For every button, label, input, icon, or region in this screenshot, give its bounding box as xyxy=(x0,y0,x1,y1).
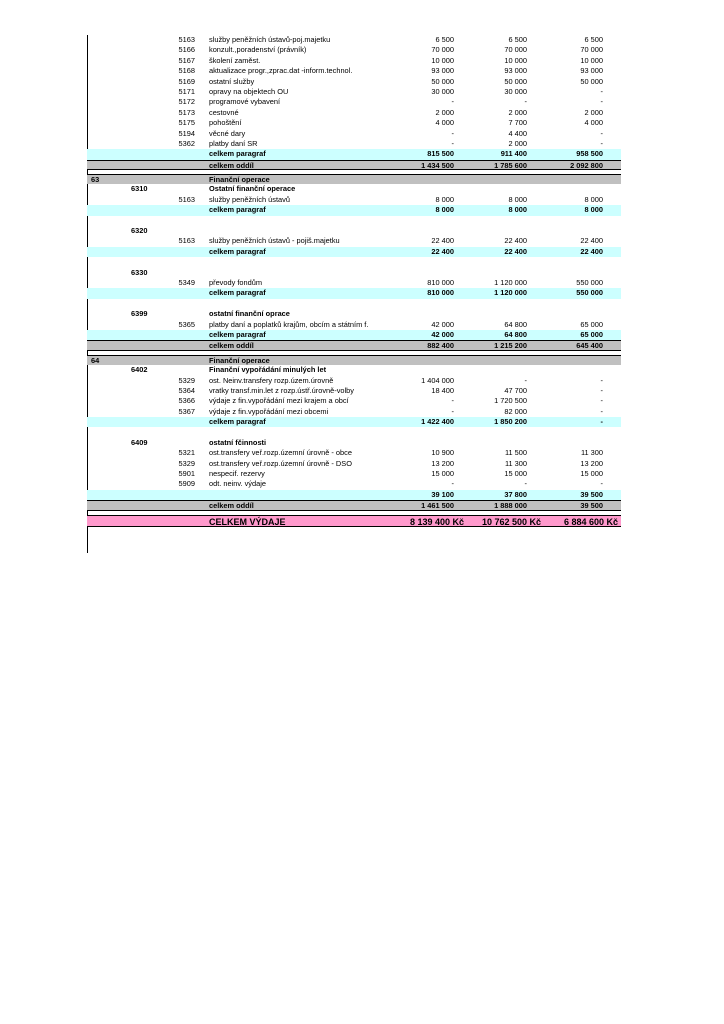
paragraph-total-row xyxy=(87,330,621,340)
paragraph-total-row xyxy=(87,205,621,215)
section-total-row xyxy=(87,160,621,170)
cell-txt: výdaje z fin.vypořádání mezi obcemi xyxy=(209,406,329,416)
cell-pol: 5194 xyxy=(178,128,195,138)
table-row xyxy=(87,97,621,107)
cell-v3: 6 884 600 Kč xyxy=(563,516,618,527)
cell-txt: převody fondům xyxy=(209,277,262,287)
cell-pol: 5366 xyxy=(178,396,195,406)
cell-v2: 1 720 500 xyxy=(494,396,527,406)
cell-v2: 93 000 xyxy=(504,66,527,76)
cell-txt: pohoštění xyxy=(209,118,242,128)
cell-v3: - xyxy=(600,385,603,395)
cell-txt: odt. neinv. výdaje xyxy=(209,479,266,489)
paragraph-header-row xyxy=(87,226,621,236)
cell-v1: 1 404 000 xyxy=(421,375,454,385)
cell-v2: - xyxy=(524,375,527,385)
cell-v1: 42 000 xyxy=(431,319,454,329)
cell-par: 6320 xyxy=(131,226,148,236)
cell-v3: 645 400 xyxy=(576,341,603,351)
cell-v1: 8 139 400 Kč xyxy=(409,516,464,527)
cell-v3: - xyxy=(600,86,603,96)
cell-pol: 5321 xyxy=(178,448,195,458)
paragraph-header-row xyxy=(87,268,621,278)
cell-v3: 8 000 xyxy=(584,205,603,215)
cell-v2: 8 000 xyxy=(508,205,527,215)
cell-v1: 50 000 xyxy=(431,76,454,86)
cell-v3: 550 000 xyxy=(576,277,603,287)
cell-v1: 4 000 xyxy=(435,118,454,128)
cell-v1: 22 400 xyxy=(431,246,454,256)
table-row xyxy=(87,396,621,406)
table-row xyxy=(87,35,621,45)
cell-txt: školení zaměst. xyxy=(209,55,261,65)
cell-pol: 5173 xyxy=(178,107,195,117)
cell-pol: 5166 xyxy=(178,45,195,55)
cell-v2: 64 800 xyxy=(504,319,527,329)
cell-v3: 39 500 xyxy=(580,489,603,499)
cell-txt: ostatní služby xyxy=(209,76,255,86)
cell-v3: 39 500 xyxy=(580,501,603,511)
cell-v3: - xyxy=(600,479,603,489)
cell-txt: ostatní fčinnosti xyxy=(209,437,267,447)
cell-v3: 15 000 xyxy=(580,469,603,479)
cell-v2: 70 000 xyxy=(504,45,527,55)
table-row xyxy=(87,195,621,205)
cell-v2: 82 000 xyxy=(504,406,527,416)
cell-txt: celkem paragraf xyxy=(209,288,266,298)
spacer-row xyxy=(87,216,621,226)
grand-total-row xyxy=(87,515,621,527)
cell-v2: 50 000 xyxy=(504,76,527,86)
cell-pol: 5169 xyxy=(178,76,195,86)
cell-v2: 1 888 000 xyxy=(494,501,527,511)
cell-v1: 810 000 xyxy=(427,277,454,287)
paragraph-header-row xyxy=(87,365,621,375)
table-row xyxy=(87,77,621,87)
cell-v2: - xyxy=(524,479,527,489)
cell-v1: - xyxy=(451,128,454,138)
spacer-row xyxy=(87,427,621,437)
paragraph-total-row xyxy=(87,149,621,159)
budget-table xyxy=(87,35,621,527)
cell-v3: - xyxy=(600,396,603,406)
cell-pol: 5172 xyxy=(178,97,195,107)
cell-txt: celkem paragraf xyxy=(209,417,266,427)
paragraph-total-row xyxy=(87,417,621,427)
cell-v2: 37 800 xyxy=(504,489,527,499)
cell-par: 6409 xyxy=(131,437,148,447)
paragraph-total-row xyxy=(87,247,621,257)
paragraph-header-row xyxy=(87,438,621,448)
cell-v3: 2 000 xyxy=(584,107,603,117)
cell-pol: 5163 xyxy=(178,194,195,204)
cell-v1: 8 000 xyxy=(435,205,454,215)
table-row xyxy=(87,479,621,489)
paragraph-header-row xyxy=(87,184,621,194)
cell-v1: 1 461 500 xyxy=(421,501,454,511)
cell-v1: 6 500 xyxy=(435,35,454,44)
cell-txt: celkem paragraf xyxy=(209,246,266,256)
section-total-row xyxy=(87,340,621,350)
cell-txt: věcné dary xyxy=(209,128,246,138)
cell-v2: 911 400 xyxy=(500,149,527,159)
cell-pol: 5367 xyxy=(178,406,195,416)
cell-v2: 1 120 000 xyxy=(494,288,527,298)
table-row xyxy=(87,469,621,479)
cell-txt: celkem paragraf xyxy=(209,149,266,159)
cell-v2: 6 500 xyxy=(508,35,527,44)
cell-v1: - xyxy=(451,97,454,107)
cell-v3: 65 000 xyxy=(580,319,603,329)
cell-v3: 6 500 xyxy=(584,35,603,44)
cell-v1: 30 000 xyxy=(431,86,454,96)
cell-txt: Finanční operace xyxy=(209,355,270,365)
table-row xyxy=(87,278,621,288)
spacer-row xyxy=(87,257,621,267)
table-row xyxy=(87,448,621,458)
cell-pol: 5163 xyxy=(178,236,195,246)
cell-txt: ost.transfery veř.rozp.územní úrovně - DSO xyxy=(209,458,352,468)
cell-txt: ost. Neinv.transfery rozp.územ.úrovně xyxy=(209,375,334,385)
cell-v1: 882 400 xyxy=(427,341,454,351)
cell-par: 6399 xyxy=(131,309,148,319)
table-row xyxy=(87,45,621,55)
cell-txt: ost.transfery veř.rozp.územní úrovně - obce xyxy=(209,448,352,458)
table-row xyxy=(87,129,621,139)
cell-par: 6310 xyxy=(131,184,148,194)
table-row xyxy=(87,376,621,386)
table-row xyxy=(87,108,621,118)
cell-v1: - xyxy=(451,396,454,406)
cell-v1: 22 400 xyxy=(431,236,454,246)
cell-v1: 93 000 xyxy=(431,66,454,76)
cell-pol: 5168 xyxy=(178,66,195,76)
table-row xyxy=(87,407,621,417)
cell-txt: konzult.,poradenství (právník) xyxy=(209,45,307,55)
cell-txt: programové vybavení xyxy=(209,97,281,107)
cell-v2: 30 000 xyxy=(504,86,527,96)
cell-v2: 22 400 xyxy=(504,246,527,256)
paragraph-total-row xyxy=(87,288,621,298)
cell-v3: 93 000 xyxy=(580,66,603,76)
cell-txt: Finanční operace xyxy=(209,175,270,185)
table-row xyxy=(87,56,621,66)
cell-v1: 18 400 xyxy=(431,385,454,395)
cell-pol: 5349 xyxy=(178,277,195,287)
cell-txt: opravy na objektech OU xyxy=(209,86,289,96)
cell-odd: 63 xyxy=(91,175,100,185)
cell-v3: 11 300 xyxy=(580,448,603,458)
cell-pol: 5175 xyxy=(178,118,195,128)
cell-v3: 22 400 xyxy=(580,246,603,256)
cell-txt: služby peněžních ústavů-poj.majetku xyxy=(209,35,331,44)
cell-v2: 15 000 xyxy=(504,469,527,479)
cell-v2: 10 000 xyxy=(504,55,527,65)
cell-txt: ostatní finanční oprace xyxy=(209,309,290,319)
cell-v3: - xyxy=(600,138,603,148)
cell-v2: 47 700 xyxy=(504,385,527,395)
section-header-row xyxy=(87,355,621,365)
cell-pol: 5329 xyxy=(178,375,195,385)
cell-txt: cestovné xyxy=(209,107,239,117)
cell-pol: 5167 xyxy=(178,55,195,65)
cell-v3: 4 000 xyxy=(584,118,603,128)
cell-txt: celkem paragraf xyxy=(209,205,266,215)
cell-v2: 8 000 xyxy=(508,194,527,204)
cell-v2: 1 785 600 xyxy=(494,160,527,170)
cell-v3: - xyxy=(600,375,603,385)
table-row xyxy=(87,139,621,149)
cell-txt: aktualizace progr.,zprac.dat -inform.technol. xyxy=(209,66,353,76)
cell-v3: 8 000 xyxy=(584,194,603,204)
cell-v2: 1 120 000 xyxy=(494,277,527,287)
cell-txt: CELKEM VÝDAJE xyxy=(209,516,286,527)
cell-v2: 7 700 xyxy=(508,118,527,128)
cell-v2: 2 000 xyxy=(508,107,527,117)
section-total-row xyxy=(87,500,621,510)
table-row xyxy=(87,87,621,97)
cell-txt: celkem oddíl xyxy=(209,160,254,170)
cell-v3: - xyxy=(600,406,603,416)
cell-v1: 15 000 xyxy=(431,469,454,479)
cell-v3: 22 400 xyxy=(580,236,603,246)
cell-txt: služby peněžních ústavů xyxy=(209,194,290,204)
cell-txt: celkem oddíl xyxy=(209,501,254,511)
paragraph-total-row xyxy=(87,490,621,500)
cell-odd: 64 xyxy=(91,355,100,365)
cell-v2: 22 400 xyxy=(504,236,527,246)
cell-v2: 4 400 xyxy=(508,128,527,138)
cell-v2: 2 000 xyxy=(508,138,527,148)
cell-v1: 10 000 xyxy=(431,55,454,65)
cell-v1: - xyxy=(451,479,454,489)
cell-pol: 5364 xyxy=(178,385,195,395)
cell-v2: 10 762 500 Kč xyxy=(481,516,541,527)
paragraph-header-row xyxy=(87,309,621,319)
cell-txt: Ostatní finanční operace xyxy=(209,184,296,194)
table-row xyxy=(87,118,621,128)
cell-v2: - xyxy=(524,97,527,107)
cell-pol: 5362 xyxy=(178,138,195,148)
cell-v3: 958 500 xyxy=(576,149,603,159)
cell-txt: platby daní a poplatků krajům, obcím a státním f. xyxy=(209,319,369,329)
cell-v1: 13 200 xyxy=(431,458,454,468)
cell-v3: - xyxy=(600,417,603,427)
cell-v3: 65 000 xyxy=(580,329,603,339)
cell-txt: platby daní SR xyxy=(209,138,258,148)
cell-pol: 5329 xyxy=(178,458,195,468)
cell-v3: - xyxy=(600,97,603,107)
cell-v1: - xyxy=(451,138,454,148)
cell-txt: Finanční vypořádání minulých let xyxy=(209,365,327,375)
table-row xyxy=(87,320,621,330)
table-row xyxy=(87,459,621,469)
cell-v2: 1 850 200 xyxy=(494,417,527,427)
cell-v1: 810 000 xyxy=(427,288,454,298)
cell-v2: 11 300 xyxy=(504,458,527,468)
table-row xyxy=(87,386,621,396)
cell-v1: 1 434 500 xyxy=(421,160,454,170)
cell-v1: 39 100 xyxy=(431,489,454,499)
cell-txt: vratky transf.min.let z rozp.ústř.úrovně-volby xyxy=(209,385,354,395)
cell-pol: 5365 xyxy=(178,319,195,329)
cell-v2: 64 800 xyxy=(504,329,527,339)
cell-v3: 550 000 xyxy=(576,288,603,298)
section-header-row xyxy=(87,174,621,184)
spacer-row xyxy=(87,299,621,309)
cell-v2: 11 500 xyxy=(504,448,527,458)
table-row xyxy=(87,66,621,76)
cell-v3: 13 200 xyxy=(580,458,603,468)
cell-v3: - xyxy=(600,128,603,138)
cell-v3: 2 092 800 xyxy=(570,160,603,170)
cell-par: 6402 xyxy=(131,365,148,375)
cell-par: 6330 xyxy=(131,267,148,277)
cell-v1: 815 500 xyxy=(427,149,454,159)
cell-pol: 5909 xyxy=(178,479,195,489)
cell-v2: 1 215 200 xyxy=(494,341,527,351)
cell-v3: 10 000 xyxy=(580,55,603,65)
cell-v3: 70 000 xyxy=(580,45,603,55)
cell-v1: 42 000 xyxy=(431,329,454,339)
cell-v1: - xyxy=(451,406,454,416)
cell-pol: 5901 xyxy=(178,469,195,479)
cell-txt: celkem paragraf xyxy=(209,329,266,339)
cell-v3: 50 000 xyxy=(580,76,603,86)
cell-txt: celkem oddíl xyxy=(209,341,254,351)
cell-txt: služby peněžních ústavů - pojiš.majetku xyxy=(209,236,340,246)
cell-txt: nespecif. rezervy xyxy=(209,469,265,479)
cell-txt: výdaje z fin.vypořádání mezi krajem a obcí xyxy=(209,396,349,406)
cell-v1: 70 000 xyxy=(431,45,454,55)
cell-pol: 5171 xyxy=(178,86,195,96)
table-row xyxy=(87,236,621,246)
cell-v1: 1 422 400 xyxy=(421,417,454,427)
cell-v1: 2 000 xyxy=(435,107,454,117)
cell-v1: 8 000 xyxy=(435,194,454,204)
cell-v1: 10 900 xyxy=(431,448,454,458)
cell-pol: 5163 xyxy=(178,35,195,44)
